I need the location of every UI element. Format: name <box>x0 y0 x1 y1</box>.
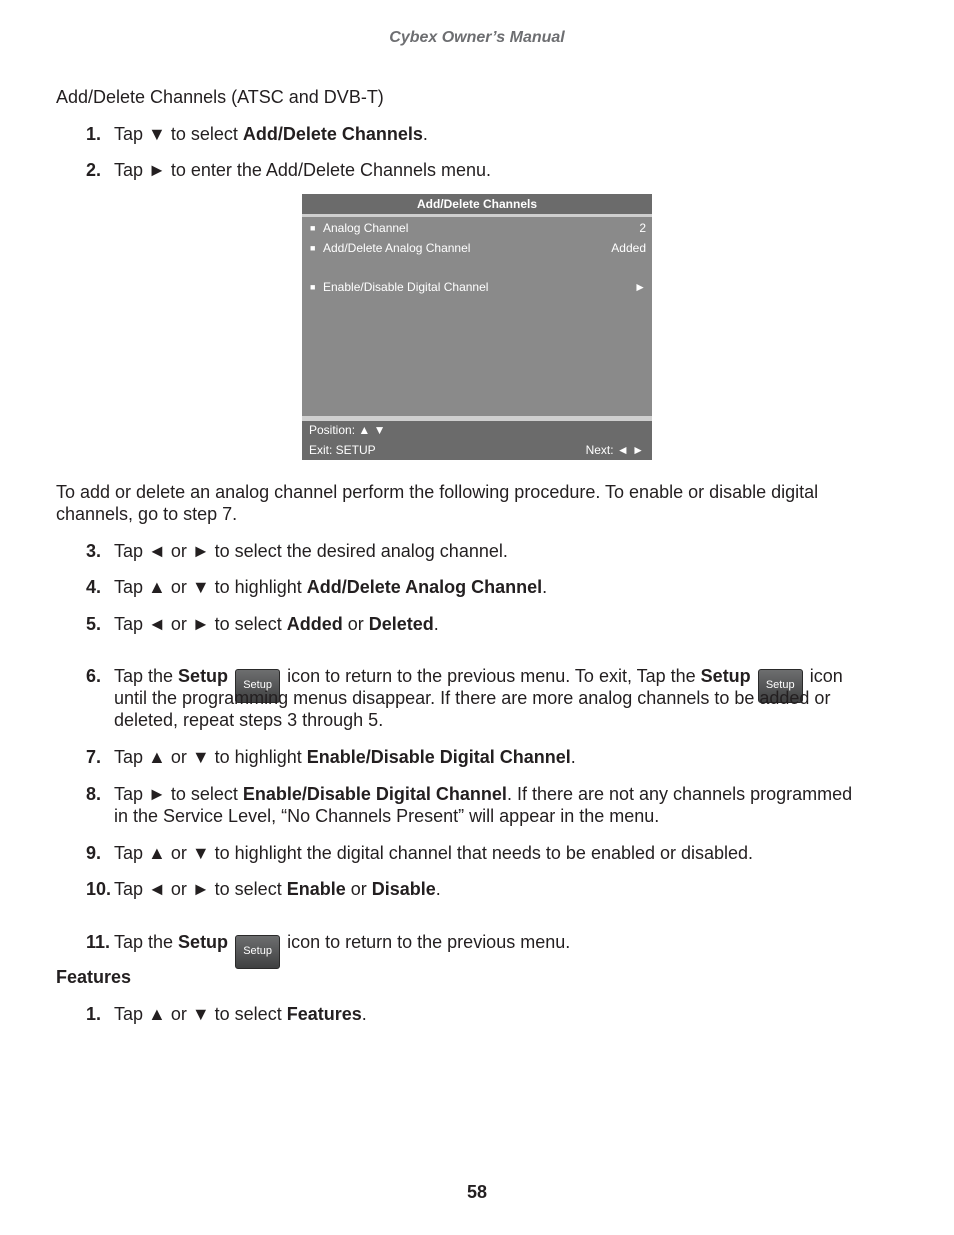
step-text: deleted, repeat steps 3 through 5. <box>114 710 384 730</box>
step-text: Tap ► to enter the Add/Delete Channels menu. <box>114 160 492 180</box>
menu-row-label: Analog Channel <box>323 221 409 235</box>
menu-row-label: Add/Delete Analog Channel <box>323 241 471 255</box>
step-number: 7. <box>86 747 102 767</box>
setup-button-icon: Setup <box>235 669 280 703</box>
add-delete-channels-menu-screenshot <box>302 194 652 460</box>
step-number: 3. <box>86 541 102 561</box>
menu-footer <box>302 421 652 460</box>
step-text: Tap ◄ or ► to select Added or Deleted. <box>114 614 439 634</box>
step-number: 2. <box>86 160 102 180</box>
menu-divider <box>302 214 652 217</box>
step-number: 1. <box>86 1004 102 1024</box>
step-text: Tap ◄ or ► to select the desired analog channel. <box>114 541 508 561</box>
step-text: Tap ◄ or ► to select Enable or Disable. <box>114 879 441 899</box>
menu-row-label: Enable/Disable Digital Channel <box>323 280 489 294</box>
step-text: Tap the Setup Setup icon to return to the previous menu. To exit, Tap the Setup Setup icon <box>114 665 884 703</box>
menu-row-value: Added <box>611 241 646 255</box>
step-number: 9. <box>86 843 102 863</box>
step-number: 4. <box>86 577 102 597</box>
menu-row-analog-channel <box>310 220 646 236</box>
menu-title: Add/Delete Channels <box>302 194 652 214</box>
footer-position-hint: Position: ▲ ▼ <box>309 423 386 437</box>
step-text: Tap the Setup Setup icon to return to the previous menu. <box>114 931 884 969</box>
setup-button-icon: Setup <box>758 669 803 703</box>
menu-row-enable-disable-digital <box>310 279 646 295</box>
step-text: until the programming menus disappear. If there are more analog channels to be added or <box>114 688 831 708</box>
step-text: Tap ▲ or ▼ to highlight Add/Delete Analog Channel. <box>114 577 548 597</box>
step-number: 6. <box>86 666 102 686</box>
step-text: Tap ► to select Enable/Disable Digital Channel. If there are not any channels programmed <box>114 784 853 804</box>
step-text: Tap ▲ or ▼ to highlight Enable/Disable Digital Channel. <box>114 747 576 767</box>
footer-next-hint: Next: ◄ ► <box>585 443 644 457</box>
step-number: 1. <box>86 124 102 144</box>
bullet-icon: ■ <box>310 243 316 253</box>
step-text: in the Service Level, “No Channels Present” will appear in the menu. <box>114 806 660 826</box>
footer-exit-hint: Exit: SETUP <box>309 443 376 457</box>
menu-row-value: 2 <box>639 221 646 235</box>
setup-button-icon: Setup <box>235 935 280 969</box>
intro-paragraph: To add or delete an analog channel perform the following procedure. To enable or disable digital channels, go to step 7. <box>56 482 819 524</box>
menu-row-add-delete-analog <box>310 240 646 256</box>
bullet-icon: ■ <box>310 223 316 233</box>
bullet-icon: ■ <box>310 282 316 292</box>
step-number: 10. <box>86 879 112 899</box>
step-number: 8. <box>86 784 102 804</box>
step-text: Tap ▼ to select Add/Delete Channels. <box>114 124 428 144</box>
step-number: 11. <box>86 932 111 952</box>
running-header: Cybex Owner’s Manual <box>389 29 565 46</box>
page-number: 58 <box>466 1182 488 1202</box>
section-title-add-delete-channels: Add/Delete Channels (ATSC and DVB-T) <box>56 87 384 107</box>
section-title-features: Features <box>56 967 132 987</box>
step-number: 5. <box>86 614 102 634</box>
step-text: Tap ▲ or ▼ to highlight the digital channel that needs to be enabled or disabled. <box>114 843 754 863</box>
step-text: Tap ▲ or ▼ to select Features. <box>114 1004 367 1024</box>
right-arrow-icon: ► <box>634 280 646 294</box>
